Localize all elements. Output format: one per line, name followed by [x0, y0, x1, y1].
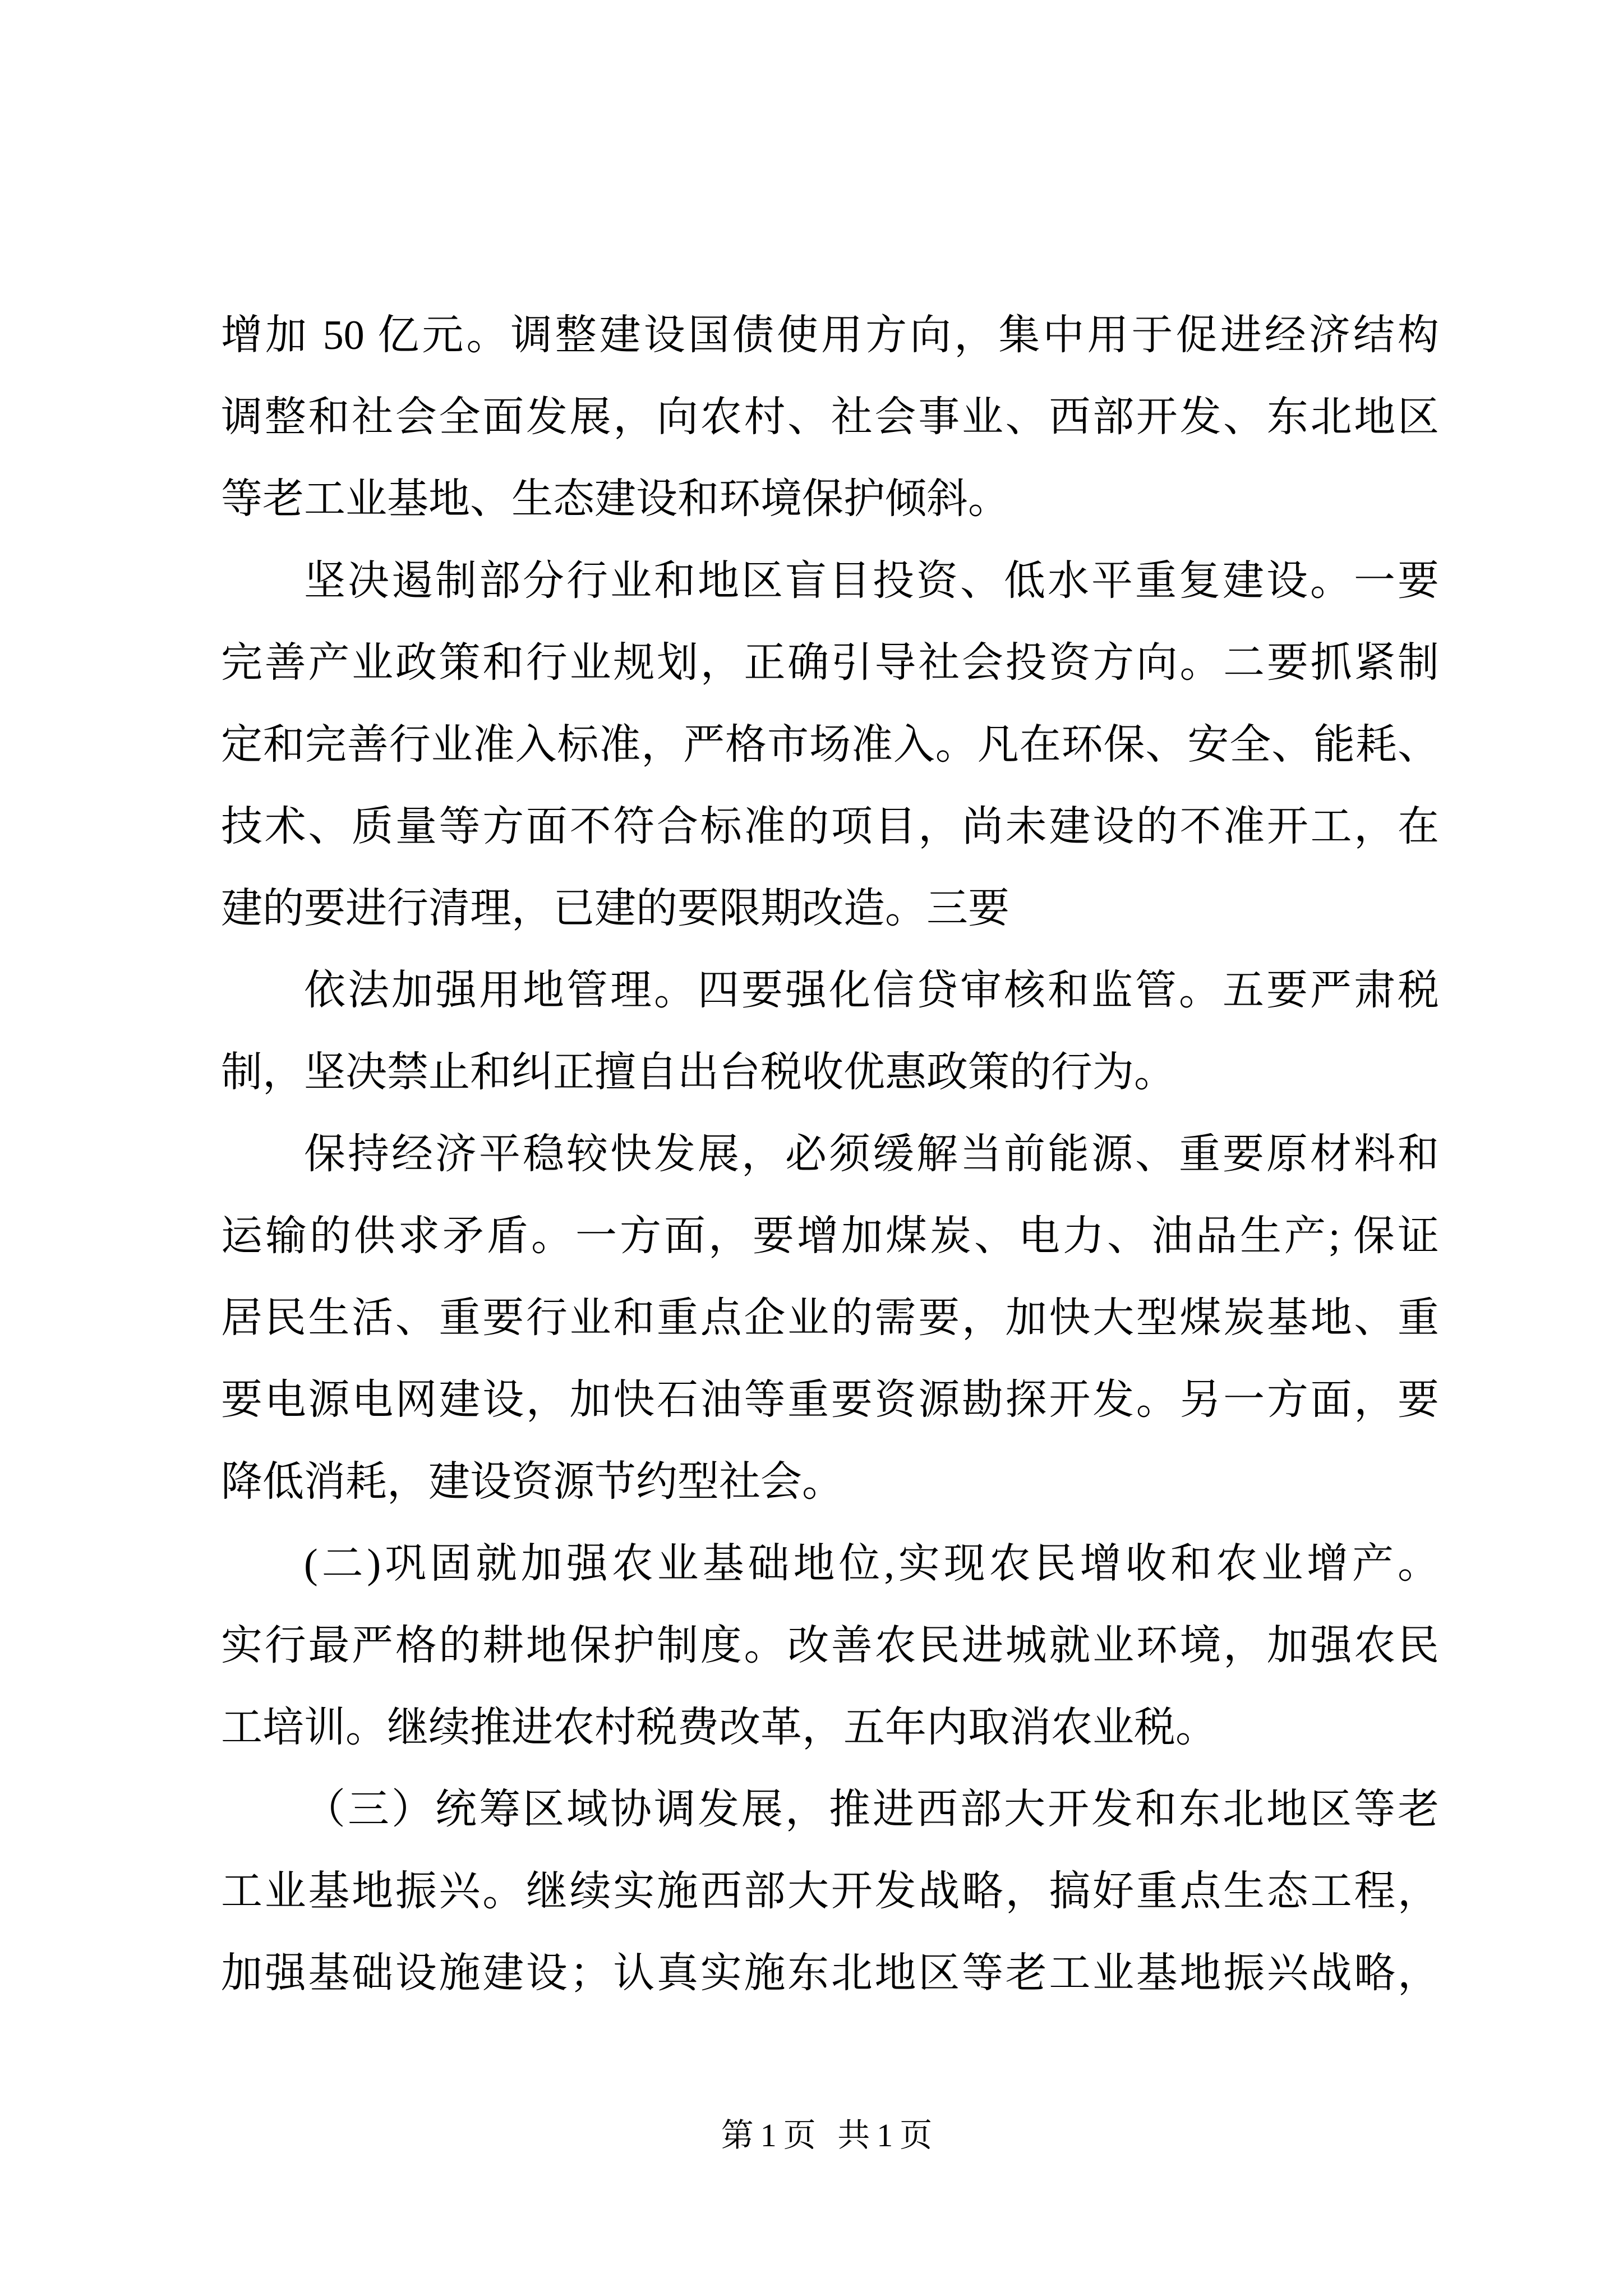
text-line: 工业基地振兴。继续实施西部大开发战略，搞好重点生态工程，	[221, 1869, 1439, 1915]
text-line: 增加 50 亿元。调整建设国债使用方向，集中用于促进经济结构	[221, 312, 1439, 358]
text-line: 等老工业基地、生态建设和环境保护倾斜。	[221, 476, 1009, 522]
text-line: 要电源电网建设，加快石油等重要资源勘探开发。另一方面，要	[221, 1377, 1439, 1423]
text-line: 工培训。继续推进农村税费改革，五年内取消农业税。	[221, 1705, 1217, 1751]
text-line: 建的要进行清理，已建的要限期改造。三要	[221, 886, 1009, 932]
text-line: 运输的供求矛盾。一方面，要增加煤炭、电力、油品生产; 保证	[221, 1213, 1439, 1259]
text-line: 制，坚决禁止和纠正擅自出台税收优惠政策的行为。	[221, 1050, 1175, 1096]
text-line: 技术、质量等方面不符合标准的项目，尚未建设的不准开工，在	[221, 804, 1439, 850]
text-line: 定和完善行业准入标准，严格市场准入。凡在环保、安全、能耗、	[221, 722, 1439, 768]
text-line: 居民生活、重要行业和重点企业的需要，加快大型煤炭基地、重	[221, 1295, 1439, 1341]
document-body	[221, 295, 1439, 2014]
text-line: (二)巩固就加强农业基础地位,实现农民增收和农业增产。	[304, 1541, 1439, 1587]
text-line: 实行最严格的耕地保护制度。改善农民进城就业环境，加强农民	[221, 1623, 1439, 1669]
text-line: 加强基础设施建设；认真实施东北地区等老工业基地振兴战略，	[221, 1950, 1439, 1996]
text-line: 降低消耗，建设资源节约型社会。	[221, 1459, 843, 1505]
page-footer: 第1页 共1页	[721, 2117, 939, 2154]
text-line: 坚决遏制部分行业和地区盲目投资、低水平重复建设。一要	[304, 558, 1439, 604]
text-line: 完善产业政策和行业规划，正确引导社会投资方向。二要抓紧制	[221, 640, 1439, 686]
text-line: （三）统筹区域协调发展，推进西部大开发和东北地区等老	[304, 1787, 1439, 1833]
text-line: 调整和社会全面发展，向农村、社会事业、西部开发、东北地区	[221, 394, 1439, 440]
text-line: 保持经济平稳较快发展，必须缓解当前能源、重要原材料和	[304, 1131, 1439, 1177]
text-line: 依法加强用地管理。四要强化信贷审核和监管。五要严肃税	[304, 968, 1439, 1014]
